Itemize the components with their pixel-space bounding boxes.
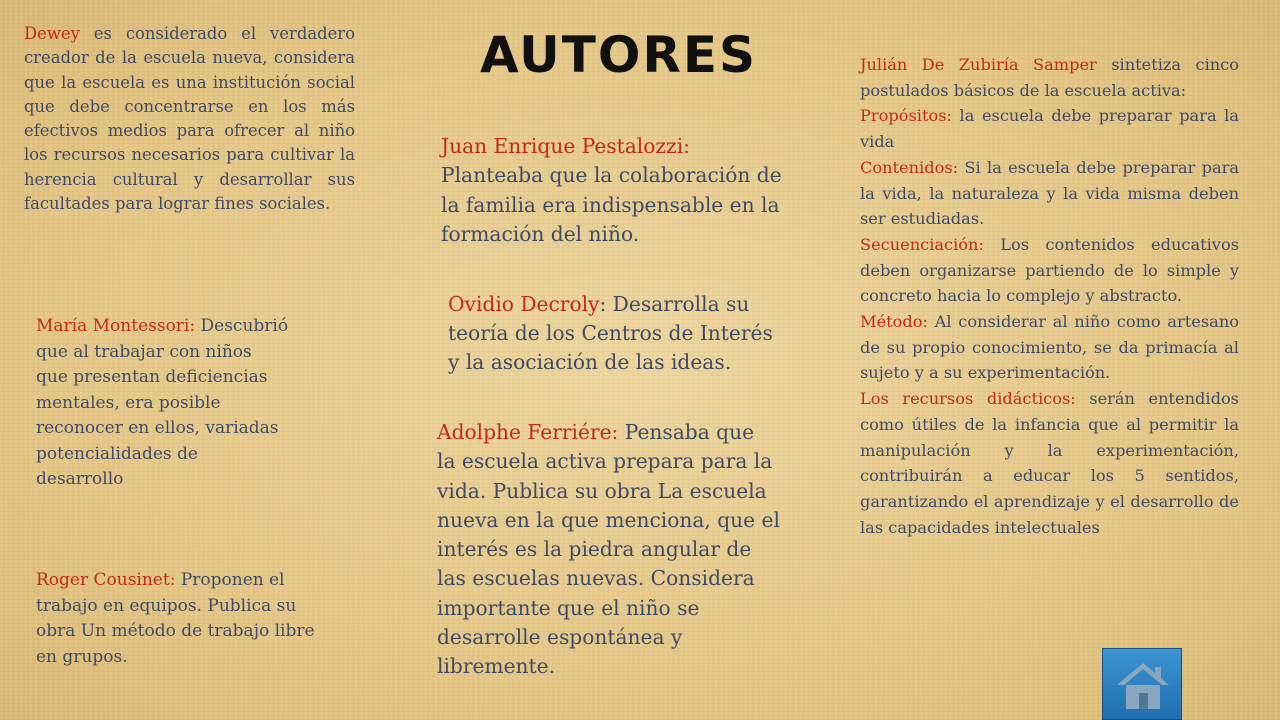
postulado-text: Al considerar al niño como artesano de su propio conocimiento, se da primacía al sujeto y a su experimentación. [860,312,1239,383]
ferriere-line: la escuela activa prepara para la [437,449,773,474]
author-name-ferriere: Adolphe Ferriére: [437,420,619,444]
postulado-secuenciacion [860,232,1239,309]
dewey-paragraph [24,22,355,216]
decroly-line: : Desarrolla su [599,292,750,316]
decroly-line: y la asociación de las ideas. [448,350,732,374]
postulado-propositos [860,103,1239,154]
author-name-decroly: Ovidio Decroly [448,292,600,316]
ferriere-line: Pensaba que [618,420,755,444]
author-name-montessori: María Montessori: [36,316,196,336]
decroly-line: teoría de los Centros de Interés [448,321,773,345]
postulado-recursos [860,386,1239,540]
montessori-line: que al trabajar con niños [36,341,252,362]
ferriere-line: las escuelas nuevas. Considera [437,566,755,591]
postulado-text: Si la escuela debe preparar para la vida, la naturaleza y la vida misma deben ser estudiadas. [860,157,1239,229]
montessori-line: potencialidades de [36,443,198,464]
author-name-zubiria: Julián De Zubiría Samper [860,55,1097,74]
montessori-line: desarrollo [36,469,124,489]
ferriere-line: interés es la piedra angular de [437,537,752,562]
home-icon [1115,657,1171,713]
pestalozzi-line: formación del niño. [441,222,640,247]
ferriere-line: importante que el niño se [437,595,700,620]
ferriere-line: vida. Publica su obra La escuela [437,478,767,503]
decroly-paragraph [448,290,810,377]
montessori-paragraph [36,314,326,493]
cousinet-paragraph [36,568,356,670]
montessori-line: Descubrió [195,316,289,336]
postulado-label: Propósitos: [860,106,952,126]
pestalozzi-paragraph [441,132,813,250]
cousinet-line: Proponen el [175,570,285,590]
montessori-line: mentales, era posible [36,392,221,413]
postulado-text: serán entendidos como útiles de la infancia que al permitir la manipulación y la experimentación, contribuirán a educar los 5 sentidos, garantizando el aprendizaje y el desarrollo de las capacidades intelectuales [860,389,1239,537]
cousinet-line: en grupos. [36,646,128,667]
postulado-label: Secuenciación: [860,234,984,254]
postulado-label: Los recursos didácticos: [860,389,1076,409]
montessori-line: reconocer en ellos, variadas [36,418,279,438]
zubiria-intro: sintetiza cinco postulados básicos de la escuela activa: [860,55,1239,100]
postulado-metodo [860,309,1239,386]
pestalozzi-line: la familia era indispensable en la [441,192,780,217]
ferriere-line: nueva en la que menciona, que el [437,507,780,532]
postulado-text: la escuela debe preparar para la vida [860,106,1239,152]
page-title: AUTORES [480,26,758,84]
postulado-text: Los contenidos educativos deben organizarse partiendo de lo simple y concreto hacia lo complejo y abstracto. [860,234,1239,306]
cousinet-line: trabajo en equipos. Publica su [36,595,297,616]
ferriere-line: desarrolle espontánea y [437,625,683,650]
postulado-label: Contenidos: [860,157,959,177]
zubiria-paragraph [860,52,1239,540]
dewey-text: es considerado el verdadero creador de la escuela nueva, considera que la escuela es una institución social que debe concentrarse en los más efectivos medios para ofrecer al niño los recursos necesarios para cultivar la herencia cultural y desarrollar sus facultades para lograr fines sociales. [24,24,355,214]
postulado-label: Método: [860,312,928,332]
postulado-contenidos [860,155,1239,232]
ferriere-paragraph [437,418,812,682]
ferriere-line: libremente. [437,654,556,679]
author-name-cousinet: Roger Cousinet: [36,570,176,590]
montessori-line: que presentan deficiencias [36,367,268,387]
home-button[interactable] [1102,648,1182,720]
pestalozzi-line: Planteaba que la colaboración de [441,163,782,188]
author-name-dewey: Dewey [24,24,80,43]
author-name-pestalozzi: Juan Enrique Pestalozzi: [441,134,690,158]
cousinet-line: obra Un método de trabajo libre [36,621,315,641]
